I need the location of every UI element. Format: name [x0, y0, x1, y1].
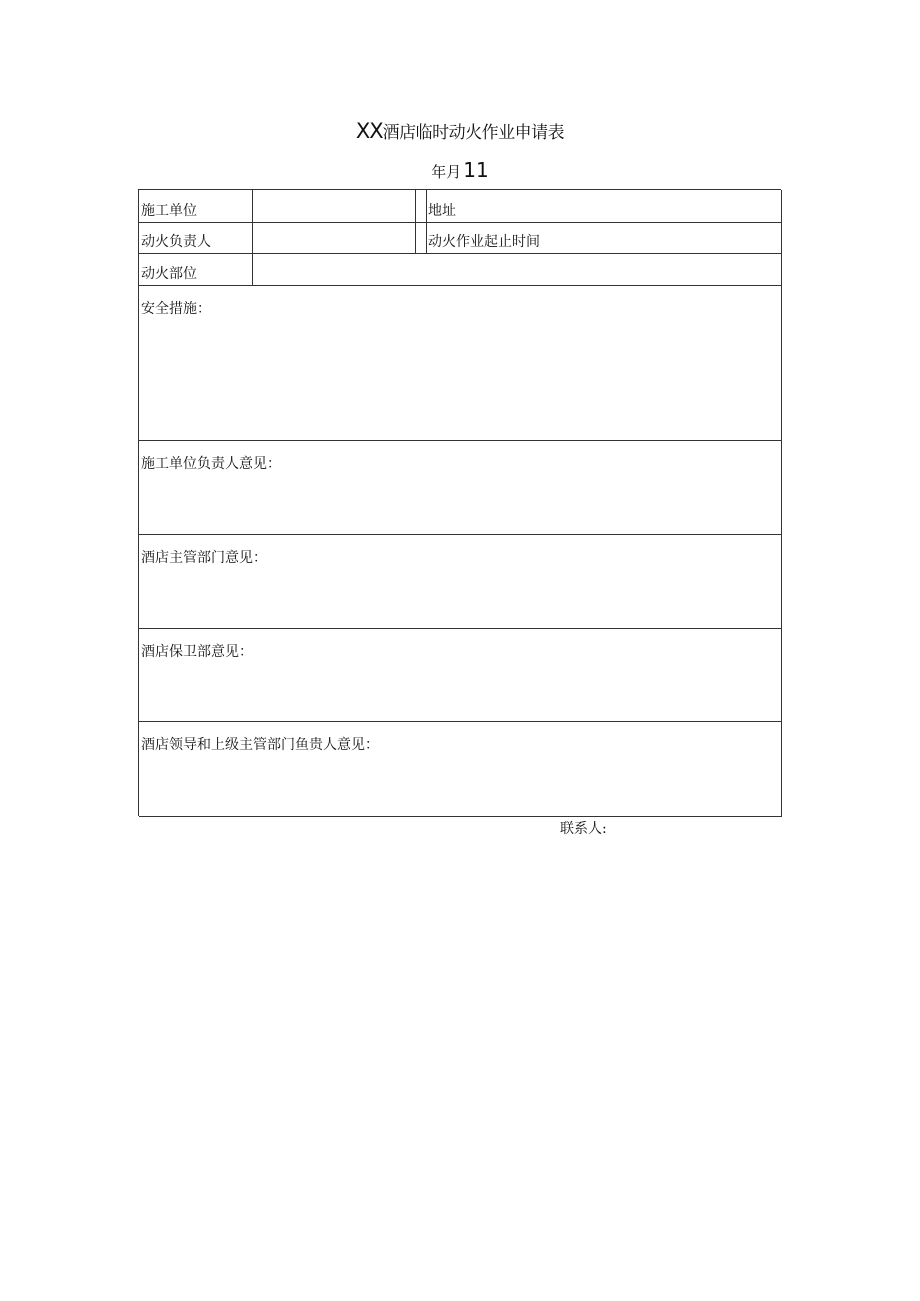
section-label: 酒店领导和上级主管部门鱼贵人意见： [141, 737, 379, 753]
fire-location-label: 动火部位 [139, 254, 253, 286]
security-opinion-section[interactable] [139, 629, 782, 722]
date-number: 11 [463, 158, 489, 182]
section-label: 酒店保卫部意见： [141, 644, 253, 660]
work-time-label: 动火作业起止时间 [428, 234, 540, 250]
section-label: 施工单位负责人意见： [141, 456, 281, 472]
contractor-opinion-section[interactable] [139, 441, 782, 535]
title-prefix: XX [355, 119, 383, 143]
dept-opinion-section[interactable] [139, 535, 782, 629]
address-label: 地址 [428, 203, 456, 219]
contact-label: 联系人: [560, 821, 607, 837]
fire-supervisor-label: 动火负责人 [139, 223, 253, 254]
address-field[interactable] [427, 190, 782, 223]
spacer-cell [416, 190, 427, 223]
construction-unit-field[interactable] [253, 190, 416, 223]
construction-unit-label: 施工单位 [139, 190, 253, 223]
title-main: 酒店临时动火作业申请表 [382, 123, 565, 143]
spacer-cell [416, 223, 427, 254]
date-line [0, 158, 920, 182]
leadership-opinion-section[interactable] [139, 722, 782, 817]
date-text: 年月 [431, 163, 462, 181]
work-time-field[interactable] [427, 223, 782, 254]
section-label: 安全措施： [141, 301, 211, 317]
application-form [138, 189, 781, 816]
safety-measures-section[interactable] [139, 286, 782, 441]
document-title [0, 118, 920, 143]
fire-supervisor-field[interactable] [253, 223, 416, 254]
section-label: 酒店主管部门意见： [141, 550, 267, 566]
fire-location-field[interactable] [253, 254, 782, 286]
